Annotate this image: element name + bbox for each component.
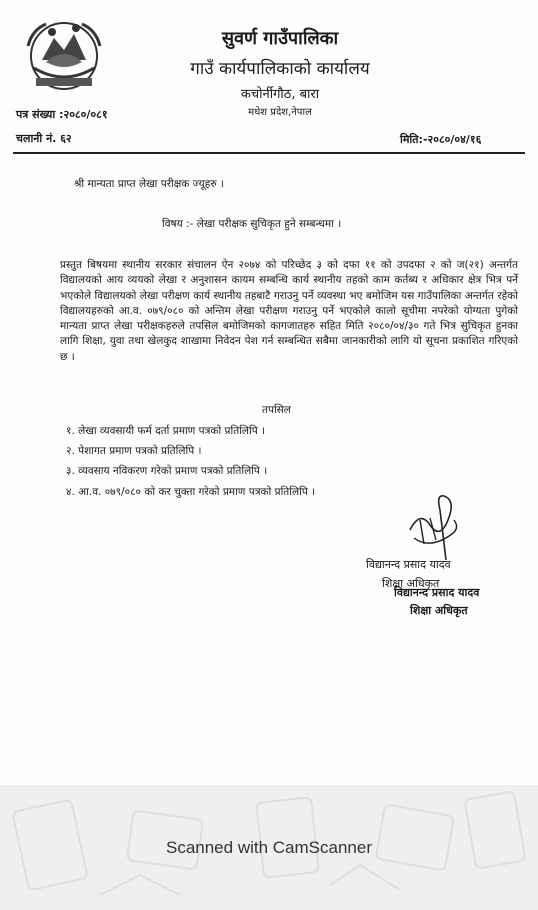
signatory-name-stamp: विद्यानन्द प्रसाद यादव (394, 586, 480, 599)
recipient-line: श्री मान्यता प्राप्त लेखा परीक्षक ज्यूहरु । (74, 178, 224, 190)
municipality-name: सुवर्ण गाउँपालिका (221, 28, 339, 49)
office-location: कचोर्नीगौठ, बारा (240, 87, 320, 102)
letter-date: मिति:-२०८०/०४/१६ (400, 133, 482, 146)
list-item: १. लेखा व्यवसायी फर्म दर्ता प्रमाण पत्रको प्रतिलिपि । (66, 425, 266, 437)
signatory-title-handwritten: शिक्षा अधिकृत (382, 577, 440, 590)
dispatch-number: चलानी नं. ६२ (16, 132, 72, 145)
letter-number: पत्र संख्या :२०८०/०८१ (16, 108, 108, 121)
office-name: गाउँ कार्यपालिकाको कार्यालय (190, 59, 370, 79)
scanner-watermark-text: Scanned with CamScanner (165, 838, 372, 857)
schedule-title: तपसिल (262, 404, 291, 416)
list-item: २. पेशागत प्रमाण पत्रको प्रतिलिपि । (66, 445, 202, 457)
office-province: मधेश प्रदेश,नेपाल (248, 107, 312, 118)
list-item: ३. व्यवसाय नविकरण गरेको प्रमाण पत्रको प्रतिलिपि । (66, 465, 268, 477)
signatory-name-handwritten: विद्यानन्द प्रसाद यादव (366, 558, 451, 571)
list-item: ४. आ.व. ०७९/०८० को कर चुक्ता गरेको प्रमाण पत्रको प्रतिलिपि । (66, 486, 316, 498)
letter-body: प्रस्तुत बिषयमा स्थानीय सरकार संचालन ऐन २०७४ को परिच्छेद ३ को दफा ११ को उपदफा २ को ज(२१) अन्तर्गत विद्यालयको आय व्ययको लेखा र अनुशासन कायम सम्बन्धि कार्य स्थानीय तहको काम कर्तब्य र अधिकार क्षेत्र भित्र पर्ने भएकोले विद्यालयको लेखा परीक्षण कार्य स्थानीय तहबाटै गराउनु पर्ने व्यवस्था भए बमोजिम यस गाउँपालिका अन्तर्गत रहेको विद्यालयहरुको आ.व. ०७९/०८० को अन्तिम लेखा परीक्षण गराउनु पर्ने भएकोले कालो सूचीमा नपरेको योग्यता पुगेको मान्यता प्राप्त लेखा परीक्षकहरुले तपसिल बमोजिमको कागजातहरु सहित मिति २०८०/०४/३० गते भित्र सुचिकृत हुनका लागि शिक्षा, युवा तथा खेलकुद शाखामा निवेदन पेश गर्न सम्बन्धित सबैमा जानकारीको लागि यो सूचना प्रकाशित गरिएको छ । (60, 259, 518, 363)
header-divider (13, 152, 525, 154)
government-emblem-icon (24, 16, 104, 94)
signatory-title-stamp: शिक्षा अधिकृत (410, 604, 468, 617)
subject-line: विषय :- लेखा परीक्षक सुचिकृत हुने सम्बन्धमा । (162, 218, 342, 230)
